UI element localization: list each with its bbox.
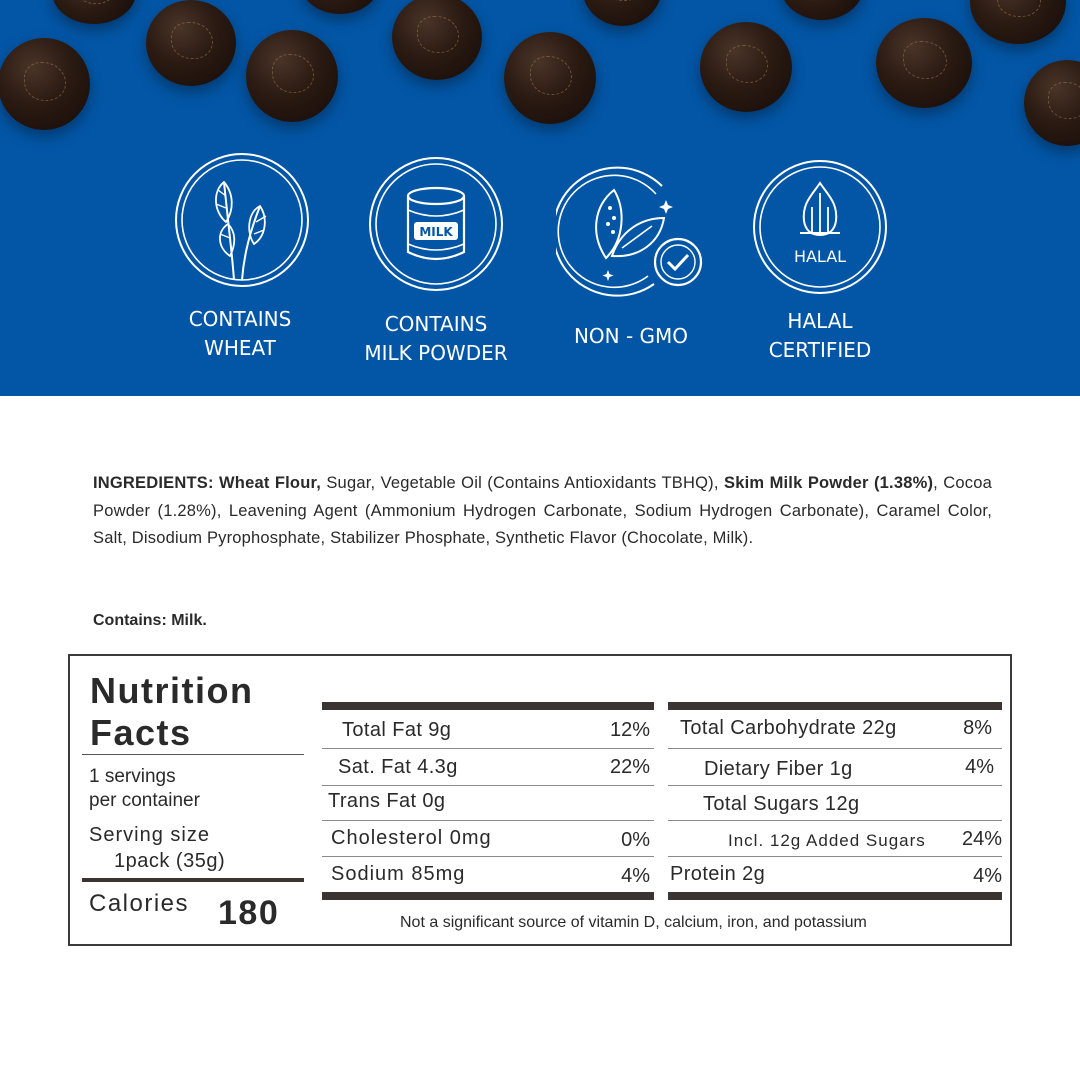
servings-per-container: per container: [89, 790, 200, 811]
nutrition-title: Facts: [90, 712, 192, 753]
daily-value-percent: 4%: [973, 865, 1002, 887]
divider: [322, 820, 654, 821]
nutrient-total-carbohydrate: Total Carbohydrate 22g: [680, 717, 897, 739]
svg-text:MILK: MILK: [419, 225, 453, 239]
nutrition-facts-panel: [68, 654, 1012, 946]
ingredient-bold: Skim Milk Powder (1.38%): [723, 474, 934, 492]
ingredients-heading: INGREDIENTS:: [93, 474, 214, 492]
cookie-ball: [300, 0, 380, 14]
nutrient-trans-fat: Trans Fat 0g: [328, 790, 446, 812]
daily-value-percent: 8%: [963, 717, 992, 739]
cookie-ball: [582, 0, 662, 26]
cookie-ball: [392, 0, 482, 80]
daily-value-percent: 24%: [961, 828, 1002, 850]
divider: [668, 785, 1002, 786]
cookie-ball: [876, 18, 972, 108]
nutrient-total-fat: Total Fat 9g: [342, 719, 452, 741]
ingredient-text: , Cocoa Powder (1.28%), Leavening Agent (Ammonium Hydrogen Carbonate, Sodium Hydrogen Carbonate), Caramel Color, Salt, Disodium Pyrophosphate, Stabilizer Phosphate, Synthetic Flavor (Chocolate, Milk).: [93, 474, 992, 547]
serving-size-value: 1pack (35g): [114, 850, 226, 872]
servings-per-container: 1 servings: [89, 766, 176, 787]
nutrient-protein: Protein 2g: [670, 863, 766, 885]
allergen-statement: Contains: Milk.: [93, 612, 207, 629]
divider: [322, 856, 654, 857]
nutrition-footnote: Not a significant source of vitamin D, calcium, iron, and potassium: [400, 914, 867, 931]
cookie-ball: [970, 0, 1066, 44]
svg-text:HALAL: HALAL: [793, 247, 847, 266]
badge-line: CERTIFIED: [768, 338, 872, 362]
divider-thick: [668, 892, 1002, 900]
badge-label-halal: [720, 307, 920, 365]
badge-line: CONTAINS: [188, 307, 292, 331]
nutrient-added-sugars: Incl. 12g Added Sugars: [728, 831, 926, 850]
milk-can-icon: [368, 156, 504, 292]
cookie-ball: [780, 0, 864, 20]
nutrient-sat-fat: Sat. Fat 4.3g: [338, 756, 458, 778]
hero-banner: [0, 0, 1080, 396]
divider: [668, 748, 1002, 749]
divider-thick: [322, 892, 654, 900]
nutrient-dietary-fiber: Dietary Fiber 1g: [704, 758, 853, 780]
cookie-ball: [504, 32, 596, 124]
divider-thick: [668, 702, 1002, 710]
nutrition-title: Nutrition: [90, 670, 254, 711]
calories-label: Calories: [89, 890, 190, 917]
cookie-ball: [700, 22, 792, 112]
ingredient-bold: Wheat Flour,: [219, 474, 321, 492]
cookie-ball: [246, 30, 338, 122]
halal-mosque-icon: [752, 159, 888, 295]
badge-line: CONTAINS: [384, 312, 488, 336]
badge-line: NON - GMO: [573, 324, 689, 348]
badge-label-wheat: [140, 305, 340, 363]
cookie-ball: [0, 38, 90, 130]
divider: [668, 856, 1002, 857]
badge-label-milk: [336, 310, 536, 368]
nutrient-total-sugars: Total Sugars 12g: [703, 793, 860, 815]
nutrient-sodium: Sodium 85mg: [331, 863, 466, 885]
daily-value-percent: 0%: [621, 829, 650, 851]
nutrient-cholesterol: Cholesterol 0mg: [331, 827, 492, 849]
divider: [322, 748, 654, 749]
divider: [322, 785, 654, 786]
daily-value-percent: 22%: [609, 756, 650, 778]
daily-value-percent: 12%: [609, 719, 650, 741]
serving-size-label: Serving size: [89, 824, 210, 846]
badge-line: MILK POWDER: [364, 341, 508, 365]
ingredient-text: Sugar, Vegetable Oil (Contains Antioxidants TBHQ),: [321, 474, 724, 492]
ingredients-text: [93, 470, 992, 553]
non-gmo-leaves-icon: [556, 162, 706, 298]
cookie-ball: [1024, 60, 1080, 146]
wheat-icon: [174, 152, 310, 288]
badge-line: HALAL: [787, 309, 853, 333]
daily-value-percent: 4%: [621, 865, 650, 887]
badge-line: WHEAT: [204, 336, 276, 360]
badge-label-non-gmo: [531, 322, 731, 351]
divider: [82, 754, 304, 755]
divider-thick: [82, 878, 304, 882]
divider: [668, 820, 1002, 821]
daily-value-percent: 4%: [965, 756, 994, 778]
cookie-ball: [146, 0, 236, 86]
divider-thick: [322, 702, 654, 710]
cookie-ball: [52, 0, 136, 24]
calories-value: 180: [218, 894, 280, 932]
